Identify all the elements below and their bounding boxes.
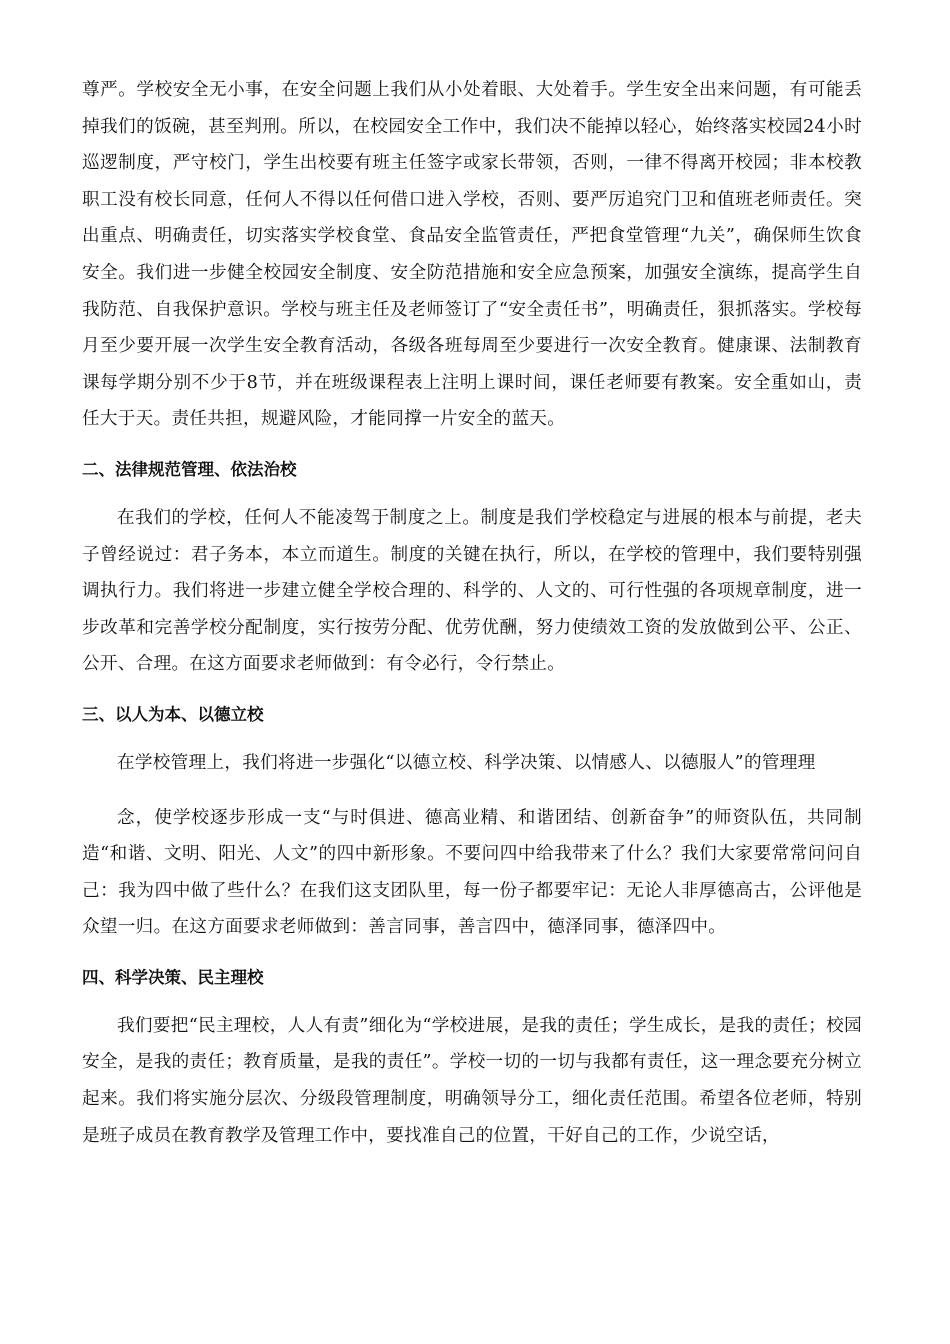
- paragraph-rule-of-law: 在我们的学校，任何人不能凌驾于制度之上。制度是我们学校稳定与进展的根本与前提，老夫子曾经说过：君子务本，本立而道生。制度的关键在执行，所以，在学校的管理中，我们要特别强调执行力。我们将进一步建立健全学校合理的、科学的、人文的、可行性强的各项规章制度，进一步改革和完善学校分配制度，实行按劳分配、优劳优酬，努力使绩效工资的发放做到公平、公正、公开、合理。在这方面要求老师做到：有令必行，令行禁止。: [82, 507, 862, 675]
- section-heading-democratic-management: 四、科学决策、民主理校: [82, 967, 264, 987]
- paragraph-people-oriented-intro: 在学校管理上，我们将进一步强化“以德立校、科学决策、以情感人、以德服人”的管理理: [117, 752, 816, 773]
- paragraph-democratic-management: 我们要把“民主理校，人人有责”细化为“学校进展，是我的责任；学生成长，是我的责任；校园安全，是我的责任；教育质量，是我的责任”。学校一切的一切与我都有责任，这一理念要充分树立起来。我们将实施分层次、分级段管理制度，明确领导分工，细化责任范围。希望各位老师，特别是班子成员在教育教学及管理工作中，要找准自己的位置，干好自己的工作，少说空话，: [82, 1015, 862, 1146]
- paragraph-people-oriented-body: 念，使学校逐步形成一支“与时俱进、德高业精、和谐团结、创新奋争”的师资队伍，共同制造“和谐、文明、阳光、人文”的四中新形象。不要问四中给我带来了什么？我们大家要常常问问自己：我为四中做了些什么？在我们这支团队里，每一份子都要牢记：无论人非厚德高古，公评他是众望一归。在这方面要求老师做到：善言同事，善言四中，德泽同事，德泽四中。: [82, 807, 862, 938]
- section-heading-people-oriented: 三、以人为本、以德立校: [82, 704, 264, 724]
- paragraph-campus-safety: 尊严。学校安全无小事，在安全问题上我们从小处着眼、大处着手。学生安全出来问题，有可能丢掉我们的饭碗，甚至判刑。所以，在校园安全工作中，我们决不能掉以轻心，始终落实校园24小时巡逻制度，严守校门，学生出校要有班主任签字或家长带领，否则，一律不得离开校园；非本校教职工没有校长同意，任何人不得以任何借口进入学校，否则、要严厉追究门卫和值班老师责任。突出重点、明确责任，切实落实学校食堂、食品安全监管责任，严把食堂管理“九关”，确保师生饮食安全。我们进一步健全校园安全制度、安全防范措施和安全应急预案，加强安全演练，提高学生自我防范、自我保护意识。学校与班主任及老师签订了“安全责任书”，明确责任，狠抓落实。学校每月至少要开展一次学生安全教育活动，各级各班每周至少要进行一次安全教育。健康课、法制教育课每学期分别不少于8节，并在班级课程表上注明上课时间，课任老师要有教案。安全重如山，责任大于天。责任共担，规避风险，才能同撑一片安全的蓝天。: [82, 80, 862, 430]
- document-page: [82, 72, 862, 1154]
- section-heading-rule-of-law: 二、法律规范管理、依法治校: [82, 459, 297, 479]
